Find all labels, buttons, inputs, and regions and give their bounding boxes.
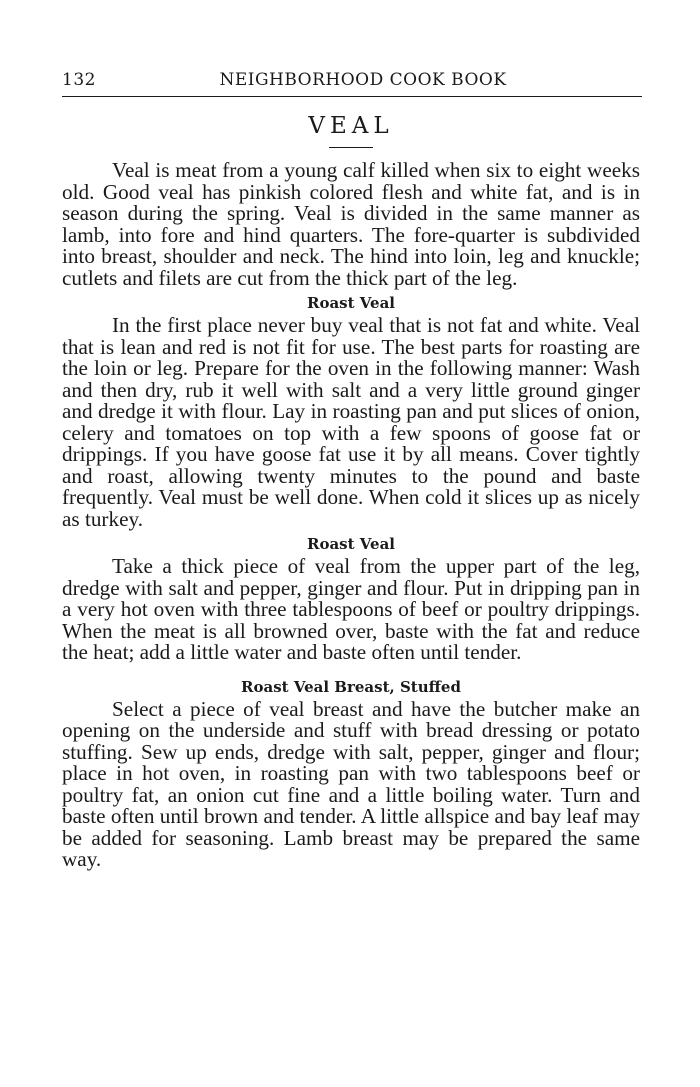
book-page — [62, 70, 640, 871]
intro-paragraph: Veal is meat from a young calf killed when six to eight weeks old. Good veal has pinkish colored flesh and white fat, and is in season during the spring. Veal is divided in the same manner as lamb, into fore and hind quarters. The fore-quarter is subdivided into breast, shoulder and neck. The hind into loin, leg and knuckle; cutlets and filets are cut from the thick part of the leg. — [62, 158, 640, 290]
header-rule — [62, 96, 642, 97]
recipe-text: Take a thick piece of veal from the upper part of the leg, dredge with salt and pepper, ginger and flour. Put in dripping pan in a very hot oven with three tablespoons of beef or poultry drippings. When the meat is all browned over, baste with the fat and reduce the heat; add a little water and baste often until tender. — [62, 554, 640, 664]
recipe-text: Select a piece of veal breast and have the butcher make an opening on the underside and stuff with bread dressing or potato stuffing. Sew up ends, dredge with salt, pepper, ginger and flour; place in hot oven, in roasting pan with two tablespoons beef or poultry fat, an onion cut fine and a little boiling water. Turn and baste often until brown and tender. A little allspice and bay leaf may be added for seasoning. Lamb breast may be prepared the same way. — [62, 696, 640, 871]
recipe-text: In the first place never buy veal that is not fat and white. Veal that is lean and red is not fit for use. The best parts for roasting are the loin or leg. Prepare for the oven in the following manner: Wash and then dry, rub it well with salt and a very little ground ginger and dredge it with flour. Lay in roasting pan and put slices of onion, celery and tomatoes on top with a few spoons of goose fat or drippings. If you have goose fat use it by all means. Cover tightly and roast, allowing twenty minutes to the pound and baste frequently. Veal must be well done. When cold it slices up as nicely as turkey. — [62, 313, 640, 531]
page-number: 132 — [62, 70, 96, 90]
chapter-title-rule — [329, 147, 373, 148]
running-head — [62, 70, 640, 94]
recipe-title: Roast Veal — [306, 294, 395, 312]
recipe-title: Roast Veal Breast, Stuffed — [241, 677, 461, 696]
book-title: NEIGHBORHOOD COOK BOOK — [219, 70, 507, 90]
recipe-title: Roast Veal — [306, 535, 395, 553]
chapter-title: VEAL — [308, 113, 394, 139]
